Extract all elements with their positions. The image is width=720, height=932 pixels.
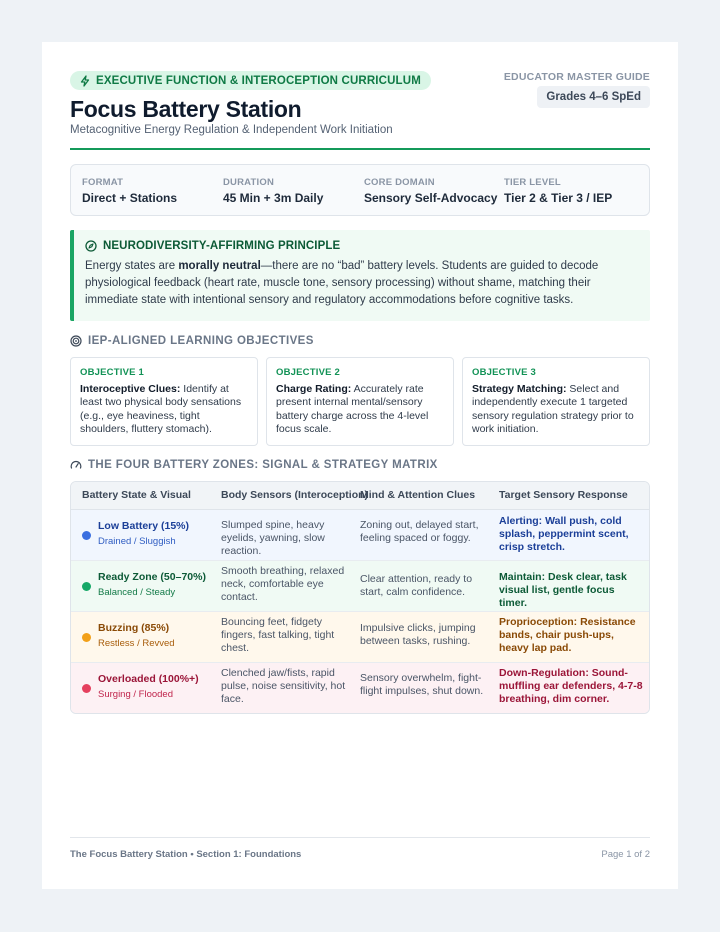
table-row xyxy=(71,612,649,663)
meta-format xyxy=(82,177,177,205)
zone-body-sensors: Bouncing feet, fidgety fingers, fast talking, tight chest. xyxy=(221,616,335,654)
meta-label: FORMAT xyxy=(82,177,124,188)
meta-value: Direct + Stations xyxy=(82,191,178,205)
col-header: Mind & Attention Clues xyxy=(360,489,476,501)
zones-table xyxy=(70,481,650,714)
col-header: Body Sensors (Interoception) xyxy=(221,489,369,501)
guide-page xyxy=(42,42,678,889)
meta-duration xyxy=(223,177,323,205)
zone-response: Proprioception: Resistance bands, chair push-ups, heavy lap pad. xyxy=(499,616,636,654)
gauge-icon xyxy=(70,459,82,471)
objective-label: OBJECTIVE 1 xyxy=(80,367,144,378)
zone-body-sensors: Slumped spine, heavy eyelids, yawning, slow reaction. xyxy=(221,519,325,557)
grade-pill: Grades 4–6 SpEd xyxy=(537,86,650,108)
objective-text xyxy=(472,383,640,437)
target-icon xyxy=(70,335,82,347)
page-subtitle: Metacognitive Energy Regulation & Independent Work Initiation xyxy=(70,124,393,136)
principle-rest: —there are no “bad” battery levels. Students are guided to decode physiological feedback (heart rate, muscle tone, sensory processing) without shame, matching their immediate state with intentional sensory and regulatory accommodations before cognitive tasks. xyxy=(85,260,599,306)
zone-mind-clues: Sensory overwhelm, fight-flight impulses, shut down. xyxy=(360,672,484,697)
zone-mind-clues: Impulsive clicks, jumping between tasks, rushing. xyxy=(360,622,476,647)
meta-domain xyxy=(364,177,497,205)
zone-mind-clues: Zoning out, delayed start, feeling spaced or foggy. xyxy=(360,519,479,544)
objectives-heading xyxy=(70,335,314,347)
zone-state: Overloaded (100%+) xyxy=(98,673,199,685)
zone-body-sensors: Clenched jaw/fists, rapid pulse, noise sensitivity, hot face. xyxy=(221,667,346,705)
table-header xyxy=(71,482,649,510)
objective-body: Identify at least two physical body sensations (e.g., eye heaviness, tight shoulders, fluttery stomach). xyxy=(80,383,242,436)
zone-state: Buzzing (85%) xyxy=(98,622,170,634)
meta-tier xyxy=(504,177,612,205)
meta-value: Tier 2 & Tier 3 / IEP xyxy=(504,191,613,205)
meta-label: DURATION xyxy=(223,177,275,188)
table-row xyxy=(71,663,649,714)
objectives-grid xyxy=(70,357,650,446)
zone-dot xyxy=(82,684,91,693)
header-divider xyxy=(70,148,650,150)
objectives-heading-text: IEP-ALIGNED LEARNING OBJECTIVES xyxy=(88,335,314,347)
meta-label: TIER LEVEL xyxy=(504,177,561,188)
zone-substate: Drained / Sluggish xyxy=(98,536,176,547)
zone-body-sensors: Smooth breathing, relaxed neck, comfortable eye contact. xyxy=(221,565,345,603)
footer-divider xyxy=(70,837,650,838)
zones-heading xyxy=(70,459,438,471)
principle-bold: morally neutral xyxy=(178,260,261,272)
zone-response: Maintain: Desk clear, task visual list, gentle focus timer. xyxy=(499,571,627,609)
objective-lead: Charge Rating: xyxy=(276,383,352,395)
zone-dot xyxy=(82,633,91,642)
zone-dot xyxy=(82,582,91,591)
zone-response: Down-Regulation: Sound-muffling ear defenders, 4-7-8 breathing, dim corner. xyxy=(499,667,643,705)
objective-label: OBJECTIVE 3 xyxy=(472,367,536,378)
principle-heading xyxy=(85,240,340,252)
objective-card xyxy=(266,357,454,446)
objective-text xyxy=(276,383,444,437)
guide-label: EDUCATOR MASTER GUIDE xyxy=(503,71,650,83)
objective-card xyxy=(462,357,650,446)
footer-title: The Focus Battery Station • Section 1: Foundations xyxy=(70,849,302,860)
table-row xyxy=(71,510,649,561)
zone-dot xyxy=(82,531,91,540)
zone-mind-clues: Clear attention, ready to start, calm confidence. xyxy=(360,573,473,598)
page-number: Page 1 of 2 xyxy=(601,849,650,860)
curriculum-badge xyxy=(70,71,431,90)
page-header xyxy=(70,71,650,179)
objective-label: OBJECTIVE 2 xyxy=(276,367,340,378)
meta-value: Sensory Self-Advocacy xyxy=(364,191,498,205)
principle-heading-text: NEURODIVERSITY-AFFIRMING PRINCIPLE xyxy=(103,240,341,252)
objective-body: Select and independently execute 1 targeted sensory regulation strategy prior to work initiation. xyxy=(472,383,634,436)
meta-label: CORE DOMAIN xyxy=(364,177,435,188)
objective-text xyxy=(80,383,248,437)
lightning-icon xyxy=(79,75,91,87)
principle-intro: Energy states are xyxy=(85,260,179,272)
zone-substate: Balanced / Steady xyxy=(98,587,176,598)
principle-callout xyxy=(70,230,650,321)
page-title: Focus Battery Station xyxy=(70,96,302,122)
zone-response: Alerting: Wall push, cold splash, peppermint scent, crisp stretch. xyxy=(499,515,629,553)
zone-substate: Surging / Flooded xyxy=(98,689,173,700)
meta-value: 45 Min + 3m Daily xyxy=(223,191,324,205)
objective-lead: Interoceptive Clues: xyxy=(80,383,181,395)
zone-substate: Restless / Revved xyxy=(98,638,175,649)
principle-body xyxy=(85,258,637,309)
objective-body: Accurately rate present internal mental/sensory battery charge across the 4-level focus scale. xyxy=(276,383,429,436)
zone-state: Low Battery (15%) xyxy=(98,520,190,532)
col-header: Target Sensory Response xyxy=(499,489,628,501)
table-row xyxy=(71,561,649,612)
badge-text: EXECUTIVE FUNCTION & INTEROCEPTION CURRICULUM xyxy=(96,74,421,87)
zones-heading-text: THE FOUR BATTERY ZONES: SIGNAL & STRATEGY MATRIX xyxy=(88,459,438,471)
col-header: Battery State & Visual xyxy=(82,489,191,501)
page-content xyxy=(70,71,650,705)
meta-card xyxy=(70,164,650,216)
zone-state: Ready Zone (50–70%) xyxy=(98,571,206,583)
objective-card xyxy=(70,357,258,446)
compass-icon xyxy=(85,240,97,252)
objective-lead: Strategy Matching: xyxy=(472,383,567,395)
